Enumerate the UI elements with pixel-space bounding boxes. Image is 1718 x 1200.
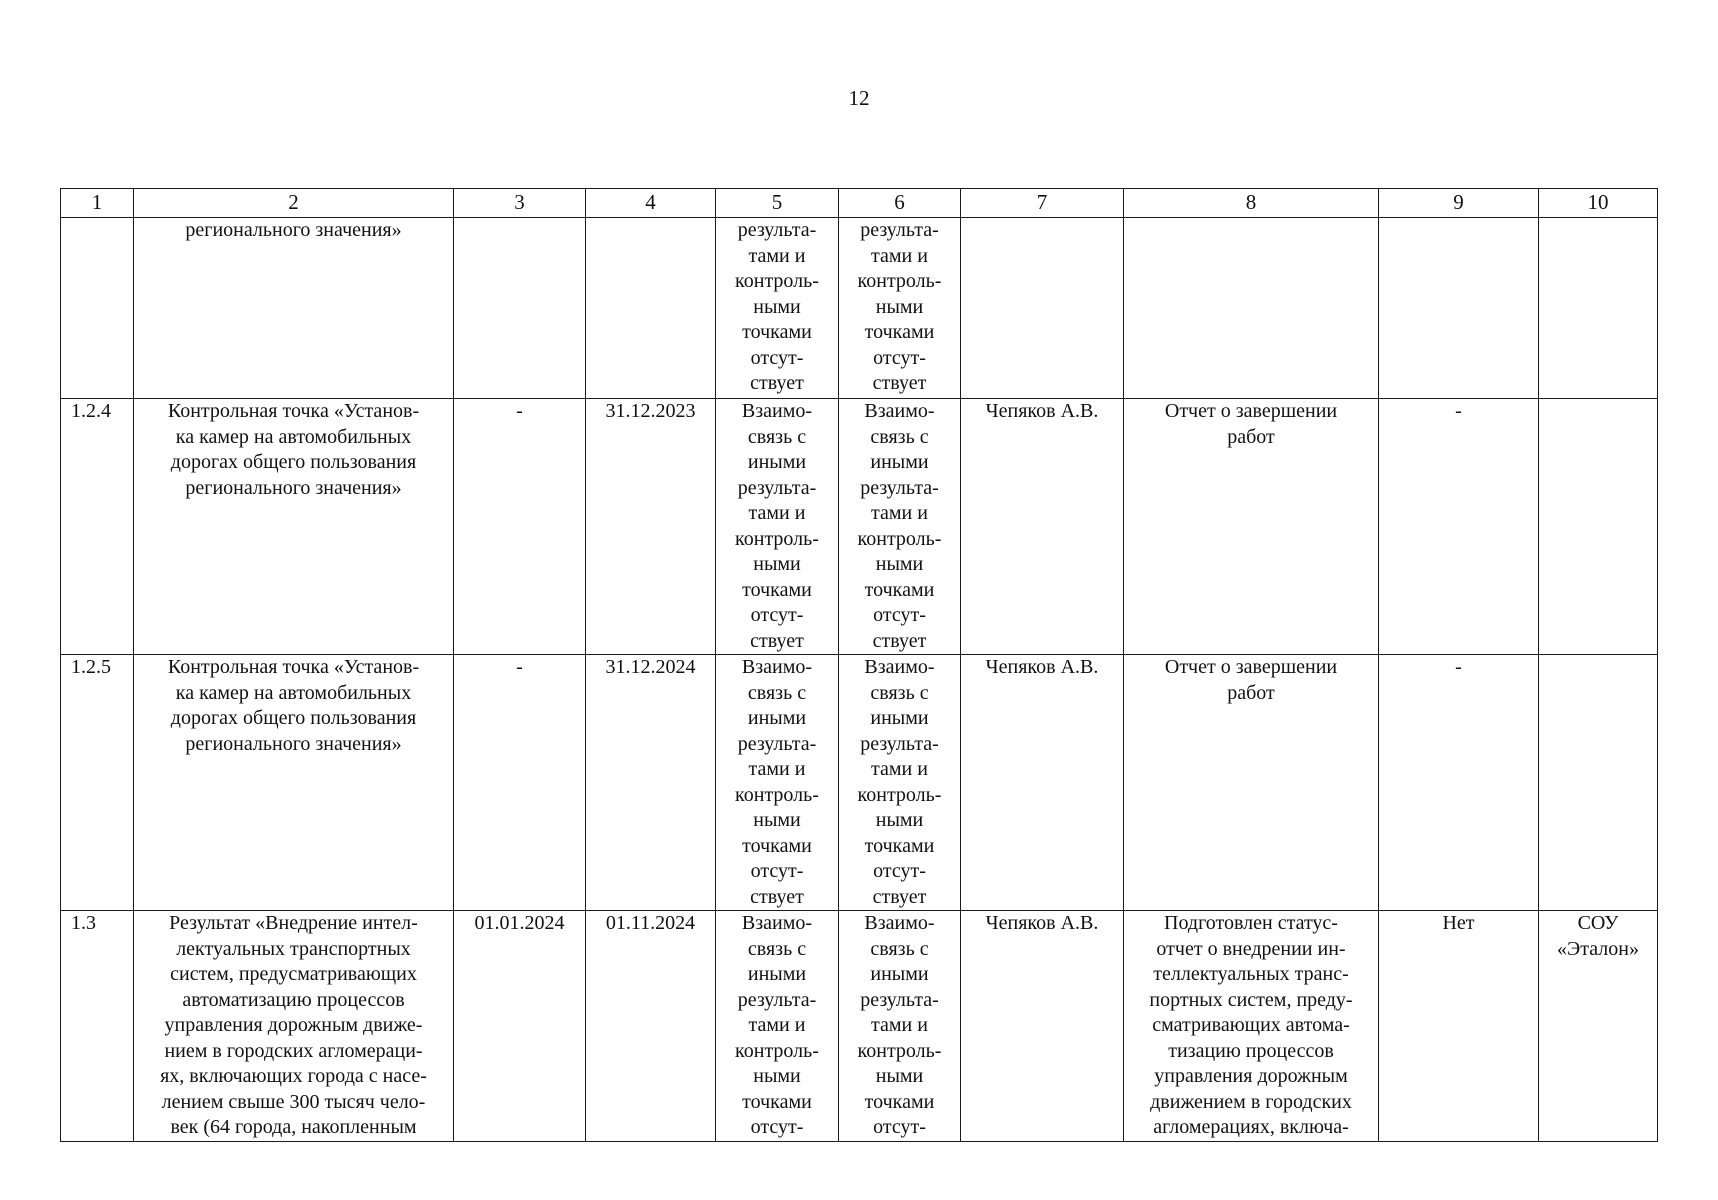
start-date-cell: -: [454, 399, 586, 655]
column-header: 5: [716, 189, 839, 218]
row-number-cell: 1.2.5: [61, 655, 134, 911]
relation-cell-6: Взаимо- связь с иными результа- тами и контроль- ными точками отсут- ствует: [839, 655, 961, 911]
column-10-cell: [1539, 218, 1658, 399]
result-cell: [1124, 218, 1379, 399]
start-date-cell: [454, 218, 586, 399]
relation-cell-6: Взаимо- связь с иными результа- тами и контроль- ными точками отсут-: [839, 911, 961, 1142]
column-9-cell: -: [1379, 655, 1539, 911]
column-header: 10: [1539, 189, 1658, 218]
relation-cell-5: Взаимо- связь с иными результа- тами и контроль- ными точками отсут-: [716, 911, 839, 1142]
column-header: 9: [1379, 189, 1539, 218]
column-header: 2: [134, 189, 454, 218]
column-10-cell: [1539, 399, 1658, 655]
table-row: [61, 218, 1658, 399]
table-row: [61, 911, 1658, 1142]
column-header: 3: [454, 189, 586, 218]
column-header: 1: [61, 189, 134, 218]
relation-cell-6: Взаимо- связь с иными результа- тами и контроль- ными точками отсут- ствует: [839, 399, 961, 655]
column-9-cell: Нет: [1379, 911, 1539, 1142]
end-date-cell: 31.12.2024: [586, 655, 716, 911]
result-cell: Отчет о завершении работ: [1124, 655, 1379, 911]
responsible-cell: Чепяков А.В.: [961, 655, 1124, 911]
row-number-cell: [61, 218, 134, 399]
relation-cell-5: Взаимо- связь с иными результа- тами и контроль- ными точками отсут- ствует: [716, 655, 839, 911]
column-9-cell: [1379, 218, 1539, 399]
relation-cell-5: Взаимо- связь с иными результа- тами и контроль- ными точками отсут- ствует: [716, 399, 839, 655]
relation-cell-5: результа- тами и контроль- ными точками отсут- ствует: [716, 218, 839, 399]
table-row: [61, 399, 1658, 655]
end-date-cell: [586, 218, 716, 399]
column-header: 6: [839, 189, 961, 218]
row-name-cell: Контрольная точка «Установ- ка камер на автомобильных дорогах общего пользования регионального значения»: [134, 655, 454, 911]
table-row: [61, 655, 1658, 911]
row-number-cell: 1.2.4: [61, 399, 134, 655]
relation-cell-6: результа- тами и контроль- ными точками отсут- ствует: [839, 218, 961, 399]
end-date-cell: 01.11.2024: [586, 911, 716, 1142]
end-date-cell: 31.12.2023: [586, 399, 716, 655]
column-header: 7: [961, 189, 1124, 218]
column-header: 8: [1124, 189, 1379, 218]
responsible-cell: Чепяков А.В.: [961, 911, 1124, 1142]
column-10-cell: [1539, 655, 1658, 911]
column-number-row: [61, 189, 1658, 218]
page-number: 12: [848, 86, 870, 110]
row-name-cell: регионального значения»: [134, 218, 454, 399]
column-9-cell: -: [1379, 399, 1539, 655]
column-header: 4: [586, 189, 716, 218]
start-date-cell: -: [454, 655, 586, 911]
row-number-cell: 1.3: [61, 911, 134, 1142]
row-name-cell: Результат «Внедрение интел- лектуальных транспортных систем, предусматривающих автоматизацию процессов управления дорожным движе- нием в городских агломераци- ях, включающих города с насе- лением свыше 300 тысяч чело- век (64 города, накопленным: [134, 911, 454, 1142]
plan-table: [60, 188, 1658, 1142]
row-name-cell: Контрольная точка «Установ- ка камер на автомобильных дорогах общего пользования регионального значения»: [134, 399, 454, 655]
start-date-cell: 01.01.2024: [454, 911, 586, 1142]
column-10-cell: СОУ «Эталон»: [1539, 911, 1658, 1142]
responsible-cell: [961, 218, 1124, 399]
result-cell: Отчет о завершении работ: [1124, 399, 1379, 655]
responsible-cell: Чепяков А.В.: [961, 399, 1124, 655]
result-cell: Подготовлен статус- отчет о внедрении ин- теллектуальных транс- портных систем, преду- сматривающих автома- тизацию процессов управления дорожным движением в городских агломерациях, включа-: [1124, 911, 1379, 1142]
